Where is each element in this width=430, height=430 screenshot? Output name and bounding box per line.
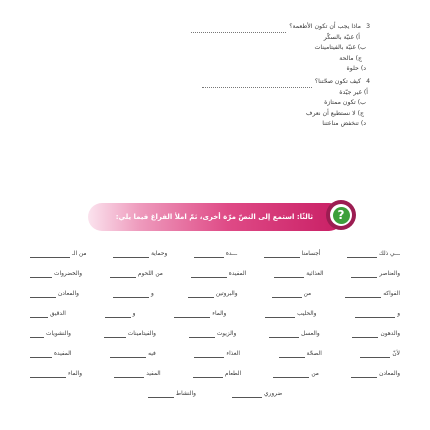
blank[interactable]: [274, 271, 304, 278]
badge-symbol: ?: [333, 207, 350, 224]
fill-cell: [355, 310, 400, 318]
blank[interactable]: [351, 371, 377, 378]
fill-cell: [345, 290, 400, 298]
fill-cell: [191, 270, 247, 278]
word: المفيد: [146, 371, 161, 377]
blank[interactable]: [352, 331, 378, 338]
blank[interactable]: [188, 291, 214, 298]
fill-in-blanks-grid: [30, 248, 400, 408]
fill-cell: [269, 330, 320, 338]
option-d[interactable]: د) تنخفض مناعتنا: [322, 120, 366, 128]
blank[interactable]: [264, 251, 300, 258]
fill-row-8: [30, 388, 400, 398]
question-circle-icon: [326, 200, 356, 230]
fill-row-5: [30, 328, 400, 338]
word: والفيتامينات: [127, 331, 156, 337]
answer-dots[interactable]: [202, 80, 312, 88]
question-stem: كيف تكون صحّتنا؟: [314, 78, 361, 85]
blank[interactable]: [113, 291, 149, 298]
fill-cell: [30, 250, 86, 258]
word: ـــي ذلك: [378, 251, 400, 257]
fill-cell: [30, 290, 79, 298]
fill-cell: [113, 250, 167, 258]
answer-dots[interactable]: [191, 25, 286, 33]
blank[interactable]: [347, 251, 377, 258]
word: فيه: [148, 351, 156, 357]
blank[interactable]: [104, 331, 126, 338]
word: والمعادن: [58, 291, 79, 297]
blank[interactable]: [273, 371, 309, 378]
word: و: [397, 311, 400, 317]
question-4-stem-line: [70, 77, 370, 88]
fill-cell: [265, 310, 316, 318]
word: والعناصر: [379, 271, 400, 277]
blank[interactable]: [110, 271, 136, 278]
blank[interactable]: [30, 351, 52, 358]
blank[interactable]: [148, 391, 174, 398]
blank[interactable]: [194, 351, 224, 358]
word: أجسامنا: [301, 251, 321, 257]
blank[interactable]: [30, 311, 48, 318]
option-b[interactable]: ب) تكون ممتازة: [324, 99, 366, 107]
word: والماء: [68, 371, 83, 377]
word: ضروري: [263, 391, 283, 397]
word: الدقيق: [50, 311, 66, 317]
fill-cell: [194, 350, 240, 358]
blank[interactable]: [191, 271, 227, 278]
word: الطعام: [224, 371, 242, 377]
word: و: [151, 291, 154, 297]
word: و: [132, 311, 136, 317]
fill-cell: [351, 370, 400, 378]
word: والدهون: [380, 331, 400, 337]
section-title: ثالثًا: استمع إلى النصّ مرّة أخرى، ثمّ املأ الفراغ فيما يلي:: [115, 213, 313, 221]
fill-cell: [174, 310, 226, 318]
blank[interactable]: [351, 271, 377, 278]
word: من: [303, 291, 312, 297]
blank[interactable]: [114, 371, 144, 378]
word: والماء: [212, 311, 227, 317]
word: من: [311, 371, 319, 377]
question-3-stem-line: [70, 22, 370, 33]
word: الغذاء: [226, 351, 240, 357]
fill-row-3: [30, 288, 400, 298]
fill-row-6: [30, 348, 400, 358]
fill-cell: [104, 330, 156, 338]
fill-cell: [351, 270, 400, 278]
word: الصحّة: [306, 351, 322, 357]
fill-cell: [110, 350, 156, 358]
fill-cell: [193, 370, 241, 378]
fill-cell: [105, 310, 136, 318]
word: وحماية: [151, 251, 168, 257]
word: والمعادن: [379, 371, 400, 377]
fill-cell: [30, 330, 71, 338]
blank[interactable]: [30, 291, 56, 298]
fill-cell: [148, 390, 196, 398]
word: لأنّ: [392, 351, 400, 357]
blank[interactable]: [110, 351, 146, 358]
fill-cell: [110, 270, 163, 278]
option-c[interactable]: ج) مالحة: [339, 54, 362, 62]
fill-cell: [272, 290, 312, 298]
question-number: 3: [366, 23, 370, 30]
badge-ring: [330, 204, 352, 226]
fill-cell: [30, 310, 66, 318]
blank[interactable]: [113, 251, 149, 258]
fill-cell: [188, 290, 238, 298]
fill-cell: [232, 390, 282, 398]
option-d[interactable]: د) حلوة: [346, 65, 366, 73]
fill-cell: [30, 350, 72, 358]
fill-cell: [114, 370, 160, 378]
fill-row-7: [30, 368, 400, 378]
word: ـــدة: [225, 251, 238, 257]
word: المفيدة: [54, 351, 72, 357]
word: الغذائية: [306, 271, 324, 277]
fill-cell: [264, 250, 321, 258]
word: المفيدة: [228, 271, 247, 277]
question-number: 4: [366, 78, 370, 85]
fill-cell: [352, 330, 400, 338]
blank[interactable]: [272, 291, 302, 298]
blank[interactable]: [30, 251, 70, 258]
option-a[interactable]: أ) غنيّة بالسكّر: [323, 33, 360, 41]
word: والنشاط: [175, 391, 196, 397]
blank[interactable]: [345, 291, 381, 298]
word: والنشويات: [46, 331, 71, 337]
blank[interactable]: [174, 311, 210, 318]
fill-cell: [113, 290, 154, 298]
fill-cell: [194, 250, 237, 258]
word: والزيوت: [216, 331, 237, 337]
blank[interactable]: [189, 331, 215, 338]
fill-row-2: [30, 268, 400, 278]
question-stem: ماذا يجب أن تكون الأطعمة؟: [289, 23, 361, 30]
option-c[interactable]: ج) لا نستطيع أن نعرف: [306, 109, 364, 117]
word: الفواكه: [383, 291, 400, 297]
option-b[interactable]: ب) غنيّة بالفيتامينات: [314, 44, 366, 52]
word: والبروتين: [215, 291, 238, 297]
blank[interactable]: [269, 331, 299, 338]
section-banner: [88, 203, 343, 231]
blank[interactable]: [30, 271, 52, 278]
blank[interactable]: [30, 371, 66, 378]
question-3: [70, 22, 370, 75]
word: من اللحوم: [137, 271, 163, 277]
word: والخضروات: [54, 271, 83, 277]
word: من الـ: [72, 251, 87, 257]
blank[interactable]: [30, 331, 44, 338]
fill-cell: [273, 370, 319, 378]
blank[interactable]: [265, 311, 295, 318]
blank[interactable]: [194, 251, 224, 258]
option-a[interactable]: أ) غير جيّدة: [339, 88, 368, 96]
question-4: [70, 77, 370, 130]
blank[interactable]: [279, 351, 305, 358]
blank[interactable]: [193, 371, 223, 378]
fill-cell: [279, 350, 322, 358]
fill-cell: [30, 370, 82, 378]
blank[interactable]: [360, 351, 390, 358]
word: والعسل: [301, 331, 320, 337]
fill-cell: [30, 270, 82, 278]
fill-cell: [274, 270, 323, 278]
fill-cell: [347, 250, 400, 258]
fill-row-4: [30, 308, 400, 318]
fill-cell: [189, 330, 236, 338]
blank[interactable]: [355, 311, 395, 318]
word: والحليب: [297, 311, 317, 317]
fill-cell: [360, 350, 400, 358]
blank[interactable]: [105, 311, 131, 318]
blank[interactable]: [232, 391, 262, 398]
fill-row-1: [30, 248, 400, 258]
